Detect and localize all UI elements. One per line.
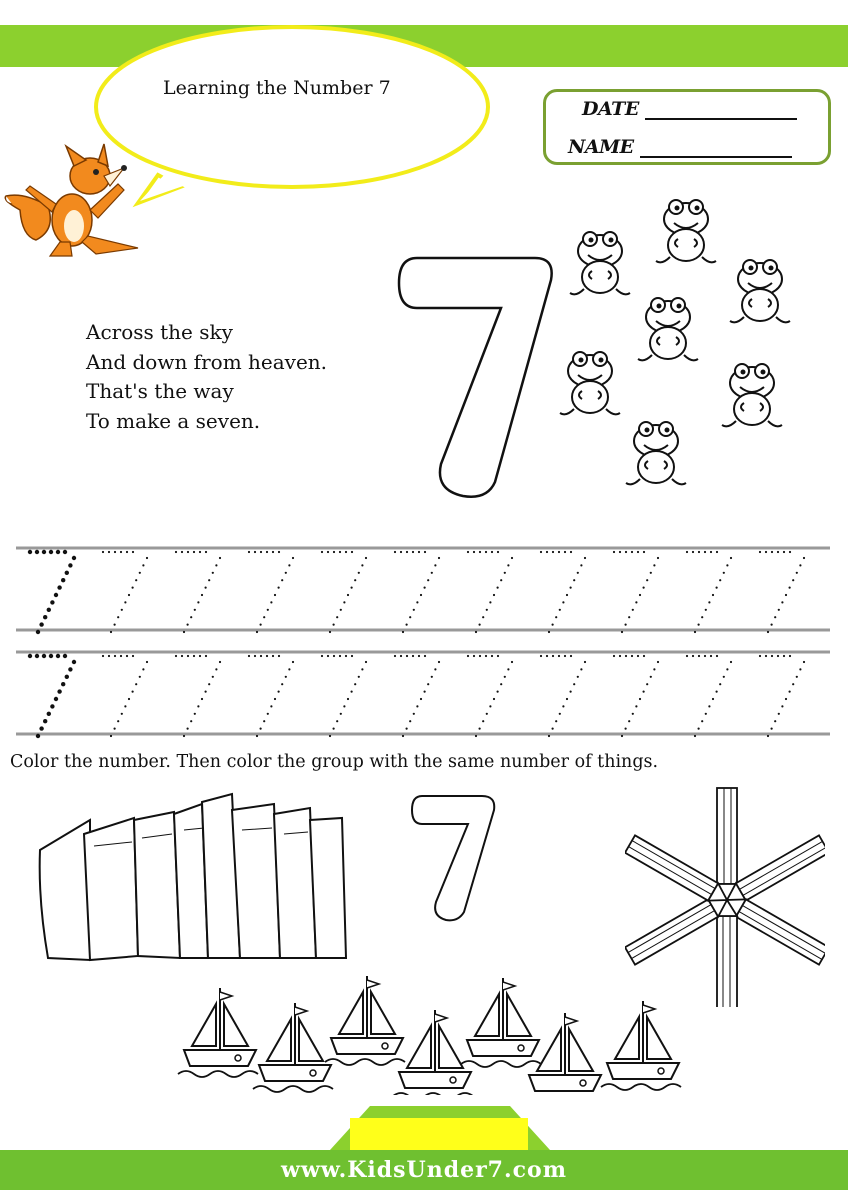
frog-icon	[656, 200, 716, 262]
poem-line: That's the way	[86, 379, 234, 403]
boat-icon	[523, 1013, 603, 1095]
frog-icon	[560, 352, 620, 414]
boat-icon	[178, 988, 258, 1077]
pencil-icon	[625, 835, 732, 908]
boat-group	[165, 960, 705, 1095]
poem-line: To make a seven.	[86, 408, 261, 433]
poem-line: And down from heaven.	[86, 349, 328, 374]
page-title: Learning the Number 7	[163, 77, 391, 99]
name-field[interactable]	[640, 155, 792, 158]
date-row	[582, 98, 797, 120]
boat-icon	[253, 1003, 333, 1092]
instruction-text: Color the number. Then color the group with the same number of things.	[10, 752, 659, 772]
book-icon	[40, 820, 90, 960]
frog-icon	[722, 364, 782, 426]
date-label: DATE	[582, 98, 639, 120]
pencil-icon	[625, 891, 732, 964]
pencil-icon	[717, 900, 737, 1007]
date-field[interactable]	[645, 117, 797, 120]
name-row	[568, 136, 792, 158]
frog-group	[550, 185, 800, 505]
website-link[interactable]: www.KidsUnder7.com	[281, 1157, 567, 1183]
boat-icon	[325, 976, 405, 1065]
book-icon	[232, 804, 280, 958]
name-label: NAME	[568, 136, 634, 158]
small-seven-outline	[408, 790, 500, 926]
poem	[86, 318, 327, 436]
frog-icon	[730, 260, 790, 322]
footer-ribbon	[330, 1100, 550, 1152]
boat-icon	[461, 978, 541, 1067]
fox-mascot-icon	[0, 140, 150, 260]
book-icon	[310, 818, 346, 958]
frog-icon	[626, 422, 686, 484]
tracing-row[interactable]	[28, 654, 805, 738]
tracing-row[interactable]	[28, 550, 805, 634]
date-name-box	[543, 89, 831, 165]
frog-icon	[570, 232, 630, 294]
tracing-area	[0, 540, 848, 740]
book-icon	[134, 812, 180, 958]
boat-icon	[393, 1010, 473, 1095]
big-seven-outline	[395, 250, 565, 500]
frog-icon	[638, 298, 698, 360]
boat-icon	[601, 1001, 681, 1090]
book-icon	[84, 818, 138, 960]
book-group	[34, 790, 354, 970]
poem-line: Across the sky	[86, 320, 233, 344]
